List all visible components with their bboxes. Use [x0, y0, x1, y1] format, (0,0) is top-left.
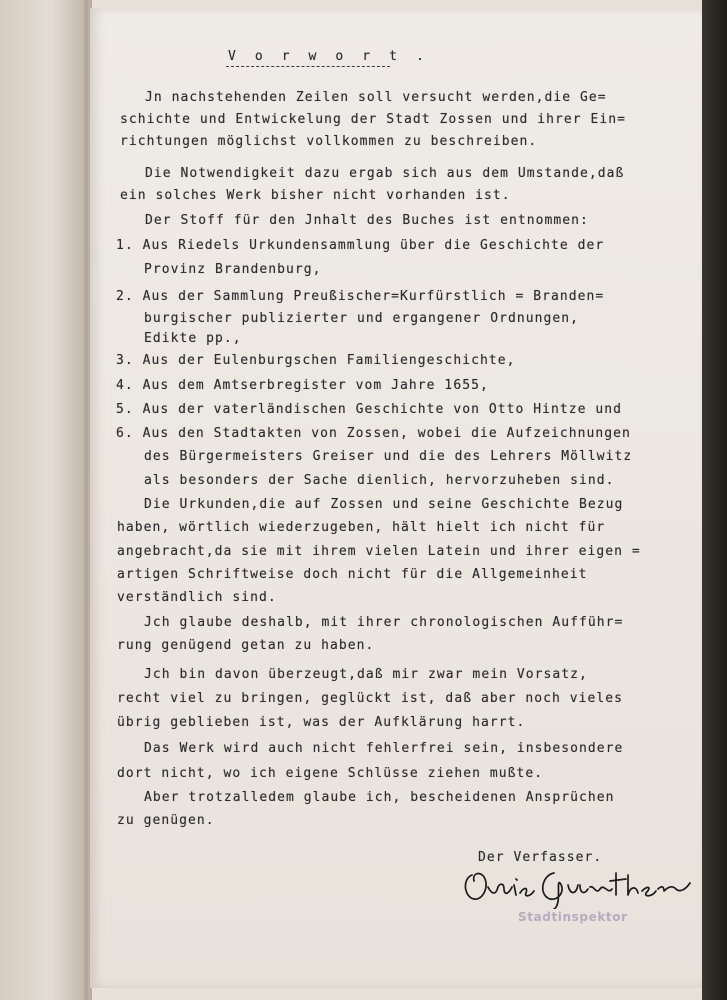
text-line: rung genügend getan zu haben.	[117, 638, 375, 653]
previous-leaf-edge	[84, 0, 88, 1000]
text-line: Die Urkunden,die auf Zossen und seine Geschichte Bezug	[144, 497, 624, 512]
list-item: 2. Aus der Sammlung Preußischer=Kurfürstlich = Branden=	[116, 289, 605, 304]
page-title: V o r w o r t .	[228, 49, 430, 64]
list-item: 3. Aus der Eulenburgschen Familiengeschichte,	[116, 353, 516, 368]
text-line: angebracht,da sie mit ihrem vielen Latein und ihrer eigen =	[117, 544, 641, 559]
faded-stamp: Stadtinspektor	[518, 910, 628, 924]
closing-line: Der Verfasser.	[478, 850, 603, 865]
text-line: Jn nachstehenden Zeilen soll versucht werden,die Ge=	[145, 90, 607, 105]
text-line: verständlich sind.	[117, 590, 277, 605]
text-line: als besonders der Sache dienlich, hervorzuheben sind.	[144, 473, 615, 488]
text-line: Aber trotzalledem glaube ich, bescheidenen Ansprüchen	[144, 790, 615, 805]
text-line: Das Werk wird auch nicht fehlerfrei sein, insbesondere	[144, 741, 624, 756]
text-line: Provinz Brandenburg,	[144, 262, 322, 277]
list-item: 6. Aus den Stadtakten von Zossen, wobei die Aufzeichnungen	[116, 426, 631, 441]
scan-border	[702, 0, 727, 1000]
text-line: burgischer publizierter und ergangener Ordnungen,	[144, 311, 579, 326]
text-line: Edikte pp.,	[144, 331, 242, 346]
binding-strip	[0, 0, 92, 1000]
text-line: des Bürgermeisters Greiser und die des Lehrers Möllwitz	[144, 449, 633, 464]
text-line: Die Notwendigkeit dazu ergab sich aus dem Umstande,daß	[145, 166, 625, 181]
list-item: 5. Aus der vaterländischen Geschichte von Otto Hintze und	[116, 402, 622, 417]
text-line: schichte und Entwickelung der Stadt Zossen und ihrer Ein=	[120, 112, 626, 127]
text-line: Der Stoff für den Jnhalt des Buches ist entnommen:	[145, 213, 589, 228]
text-line: recht viel zu bringen, geglückt ist, daß aber noch vieles	[117, 691, 623, 706]
text-line: Jch bin davon überzeugt,daß mir zwar mein Vorsatz,	[144, 667, 588, 682]
list-item: 1. Aus Riedels Urkundensammlung über die Geschichte der	[116, 238, 605, 253]
list-item: 4. Aus dem Amtserbregister vom Jahre 1655,	[116, 378, 489, 393]
text-line: dort nicht, wo ich eigene Schlüsse ziehen mußte.	[117, 766, 544, 781]
text-line: übrig geblieben ist, was der Aufklärung harrt.	[117, 715, 526, 730]
text-line: zu genügen.	[117, 813, 215, 828]
handwritten-signature	[458, 865, 696, 909]
text-line: artigen Schriftweise doch nicht für die Allgemeinheit	[117, 567, 588, 582]
text-line: Jch glaube deshalb, mit ihrer chronologischen Aufführ=	[144, 615, 624, 630]
text-line: haben, wörtlich wiederzugeben, hält hielt ich nicht für	[117, 520, 606, 535]
title-underline	[226, 66, 390, 67]
text-line: ein solches Werk bisher nicht vorhanden ist.	[120, 188, 511, 203]
text-line: richtungen möglichst vollkommen zu beschreiben.	[120, 134, 538, 149]
